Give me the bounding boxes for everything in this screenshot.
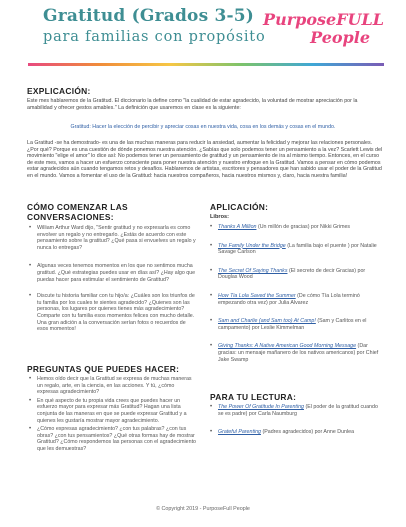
book-details: (La familia bajo el puente ) por Natalie Savage Carlson [218, 242, 377, 256]
book-details: (El secreto de decir Gracias) por Douglas Wood [218, 267, 366, 281]
book-details: (Padres agradecidos) por Anne Dunlea [261, 429, 355, 436]
conversaciones-heading [27, 202, 128, 222]
list-item: • William Arthur Ward dijo, "Sentir gratitud y no expresarla es como envolver un regalo y no entregarlo. ¿Estás de acuerdo con este pensamiento sobre la gratitud? ¿Qué pasa si envuelves un regalo y nunca lo entregas? [27, 225, 197, 251]
book-item [208, 268, 383, 281]
explicacion-intro: Este mes hablaremos de la Gratitud. El diccionario la define como "la cualidad de estar agradecido, la voluntad de mostrar apreciación por la amabilidad y ofrecer gestos amables." La definición que usaremos en clase es la siguiente: [27, 98, 358, 111]
book-link[interactable]: The Family Under the Bridge [218, 242, 286, 249]
list-item: • Hemos oído decir que la Gratitud se expresa de muchas maneras un regalo, arte, en la ciencia, en las acciones. Y tú, ¿cómo expresas agradecimiento? [27, 376, 197, 396]
conversaciones-heading-line1: CÓMO COMENZAR LAS [27, 202, 128, 212]
book-details: (El poder de la gratitud cuando se es padre) por Carla Naumburg [218, 404, 378, 417]
preguntas-list [27, 376, 197, 458]
book-link[interactable]: Thanks A Million [218, 224, 257, 230]
logo-text-line1: PurposeFULL [263, 10, 384, 29]
page-header [0, 0, 406, 82]
rainbow-divider [28, 63, 384, 66]
page-title: Gratitud (Grados 3-5) [43, 6, 255, 26]
book-link[interactable]: Grateful Parenting [218, 429, 261, 436]
list-item: • En qué aspecto de tu propia vida crees que puedes hacer un esfuerzo mayor para expresar más Gratitud? Hagan una lista conjunta de las maneras en que se puede expresar Gratitud y a quienes les gustaría mostrar mayor agradecimiento. [27, 398, 197, 424]
book-item [208, 293, 383, 306]
conversaciones-heading-line2: CONVERSACIONES: [27, 212, 114, 222]
book-link[interactable]: How Tia Lola Saved the Summer [218, 292, 296, 299]
lectura-book-list [208, 404, 383, 441]
list-item: • Algunas veces tenemos momentos en los que no sentimos mucha gratitud. ¿Qué estrategias puedes usar en días así? ¿Hay algo que puedas hacer para estimular el sentimiento de Gratitud? [27, 263, 197, 283]
purposefull-people-logo [263, 10, 384, 54]
book-link[interactable]: Sam and Charlie (and Sam too) At Camp! [218, 318, 316, 325]
book-link[interactable]: The Secret Of Saying Thanks [218, 267, 288, 274]
book-item [208, 224, 383, 231]
lectura-heading: PARA TU LECTURA: [210, 392, 297, 402]
list-item: • Discute tu historia familiar con tu hijo/a: ¿Cuáles son los triunfos de tu familia por los cuales te sientes agradecido? ¿Quienes son las personas, los lugares por quienes tienes más agradecimiento? Comparte con tu familia esos momentos felices con mucho detalle. Una gran adición a la conversación serían fotos o recuerdos de esos momentos! [27, 293, 197, 333]
libros-label: Libros: [210, 214, 229, 220]
book-details: (Sam y Carlitos en el campamento) por Leslie Kimmelman [218, 318, 367, 331]
book-item [208, 318, 383, 331]
gratitud-definition: Gratitud: Hacer la elección de percibir y apreciar cosas en nuestra vida, cosa en los demás y cosas en el mundo. [70, 124, 336, 130]
book-item [208, 404, 383, 417]
logo-text-line2: People [310, 28, 370, 47]
book-item [208, 343, 383, 363]
explicacion-body: La Gratitud -se ha demostrado- es una de las muchas maneras para reducir la ansiedad, aumentar la felicidad y mejorar las relaciones personales. ¿Por qué? Porque es una cuestión de dónde ponemos nuestra atención. ¿Sabías que solo podemos tener un pensamiento a la vez? Scarlett Lewis del movimiento "elige el amor" lo dice así: No podemos tener un pensamiento de gratitud y un pensamiento de ira al mismo tiempo. Entonces, en el curso de este mes, vamos a hacer un esfuerzo consciente para poner nuestra atención y nuestro enfoque en la Gratitud. Vamos a pensar en cómo podemos estar agradecidos aún cuando tengamos retos y desafíos. Hablaremos de artistas, escritores y pensadores que han sabido usar el poder de la Gratitud en el mundo. Vamos a fomentar el uso de la Gratitud: hacia nuestros compañeros, hacia nuestros mismos y, claro, hacia nuestra familia! [27, 140, 383, 179]
conversaciones-list [27, 225, 197, 338]
book-details: (Dar gracias: un mensaje mañanero de los nativos americanos) por Chief Jake Swamp [218, 343, 379, 363]
book-item [208, 429, 383, 436]
aplicacion-book-list [208, 224, 383, 368]
list-item: • ¿Cómo expresas agradecimiento? ¿con tus palabras? ¿con tus obras? ¿con tus pensamientos? ¿Qué otras formas hay de mostrar Gratitud? ¿Cómo respondemos las personas con el agradecimiento que les demuestras? [27, 426, 197, 452]
book-link[interactable]: Giving Thanks: A Native American Good Morning Message [218, 343, 357, 350]
book-link[interactable]: The Power Of Gratitude In Parenting [218, 404, 304, 410]
book-item [208, 243, 383, 256]
preguntas-heading: PREGUNTAS QUE PUEDES HACER: [27, 364, 180, 374]
book-details: (Un millón de gracias) por Nikki Grimes [256, 224, 351, 230]
explicacion-heading: EXPLICACIÓN: [27, 86, 91, 96]
book-details: (De cómo Tía Lola terminó empezando otra vez) por Julia Alvarez [218, 292, 360, 306]
aplicacion-heading: APLICACIÓN: [210, 202, 269, 212]
page-subtitle: para familias con propósito [43, 29, 266, 45]
copyright-footer: © Copyright 2019 - PurposeFull People [156, 506, 250, 512]
